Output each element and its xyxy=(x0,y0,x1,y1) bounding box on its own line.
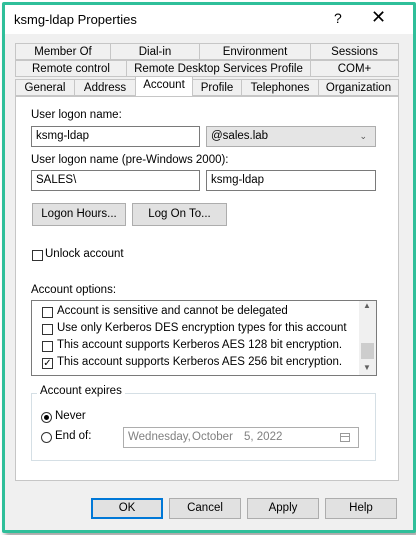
upn-suffix-value: @sales.lab xyxy=(211,130,269,142)
tab-remote-control[interactable]: Remote control xyxy=(15,60,127,77)
dialog-window xyxy=(2,2,416,533)
tab-account[interactable]: Account xyxy=(135,76,193,96)
end-of-radio[interactable] xyxy=(41,432,52,443)
scroll-up-icon[interactable]: ▲ xyxy=(363,301,371,310)
help-icon[interactable]: ? xyxy=(334,10,342,26)
calendar-icon[interactable] xyxy=(340,433,350,442)
date-month: October xyxy=(192,431,233,443)
cancel-button[interactable]: Cancel xyxy=(169,498,241,519)
account-options-label: Account options: xyxy=(31,284,117,296)
tab-organization[interactable]: Organization xyxy=(318,79,399,96)
date-weekday: Wednesday, xyxy=(128,431,191,443)
option-checkbox[interactable] xyxy=(42,307,53,318)
tab-remote-desktop-services-profile[interactable]: Remote Desktop Services Profile xyxy=(126,60,311,77)
window-title: ksmg-ldap Properties xyxy=(14,12,137,27)
date-day-year: 5, 2022 xyxy=(244,431,283,443)
account-tab-panel xyxy=(15,96,399,481)
scroll-down-icon[interactable]: ▼ xyxy=(363,363,371,372)
unlock-account-label: Unlock account xyxy=(45,248,124,260)
list-item[interactable] xyxy=(32,338,357,355)
tab-address[interactable]: Address xyxy=(74,79,136,96)
account-expires-label: Account expires xyxy=(37,385,125,397)
log-on-to-button[interactable]: Log On To... xyxy=(132,203,227,226)
account-expires-group xyxy=(31,385,376,461)
help-button[interactable]: Help xyxy=(325,498,397,519)
scrollbar-thumb[interactable] xyxy=(361,343,374,359)
option-checkbox[interactable] xyxy=(42,341,53,352)
expiry-date-picker[interactable] xyxy=(123,427,359,448)
option-label: Account is sensitive and cannot be delegated xyxy=(57,305,288,317)
list-item[interactable] xyxy=(32,355,357,372)
tab-member-of[interactable]: Member Of xyxy=(15,43,111,60)
tab-com-plus[interactable]: COM+ xyxy=(310,60,399,77)
checkmark-icon: ✓ xyxy=(43,358,52,369)
pre2000-username-input[interactable]: ksmg-ldap xyxy=(206,170,376,191)
list-item[interactable] xyxy=(32,321,357,338)
title-bar xyxy=(5,5,413,34)
list-item[interactable] xyxy=(32,304,357,321)
option-label: Use only Kerberos DES encryption types for this account xyxy=(57,322,347,334)
pre2000-domain-field: SALES\ xyxy=(31,170,200,191)
close-icon[interactable]: ✕ xyxy=(371,7,387,27)
tab-dial-in[interactable]: Dial-in xyxy=(110,43,200,60)
chevron-down-icon: ⌄ xyxy=(359,131,367,141)
end-of-label: End of: xyxy=(55,430,92,442)
tab-telephones[interactable]: Telephones xyxy=(241,79,319,96)
ok-button[interactable]: OK xyxy=(91,498,163,519)
account-options-list[interactable] xyxy=(31,300,377,376)
logon-name-label: User logon name: xyxy=(31,109,122,121)
tab-environment[interactable]: Environment xyxy=(199,43,311,60)
logon-hours-button[interactable]: Logon Hours... xyxy=(32,203,126,226)
unlock-account-checkbox[interactable] xyxy=(32,250,43,261)
options-scrollbar[interactable] xyxy=(359,301,376,375)
apply-button[interactable]: Apply xyxy=(247,498,319,519)
never-radio[interactable] xyxy=(41,412,52,423)
option-label: This account supports Kerberos AES 256 bit encryption. xyxy=(57,356,343,368)
tab-profile[interactable]: Profile xyxy=(192,79,242,96)
tab-general[interactable]: General xyxy=(15,79,75,96)
upn-suffix-dropdown[interactable] xyxy=(206,126,376,147)
option-checkbox[interactable] xyxy=(42,324,53,335)
logon-name-input[interactable]: ksmg-ldap xyxy=(31,126,200,147)
tab-sessions[interactable]: Sessions xyxy=(310,43,399,60)
option-checkbox[interactable] xyxy=(42,358,53,369)
never-label: Never xyxy=(55,410,86,422)
option-label: This account supports Kerberos AES 128 bit encryption. xyxy=(57,339,343,351)
pre2000-label: User logon name (pre-Windows 2000): xyxy=(31,154,229,166)
